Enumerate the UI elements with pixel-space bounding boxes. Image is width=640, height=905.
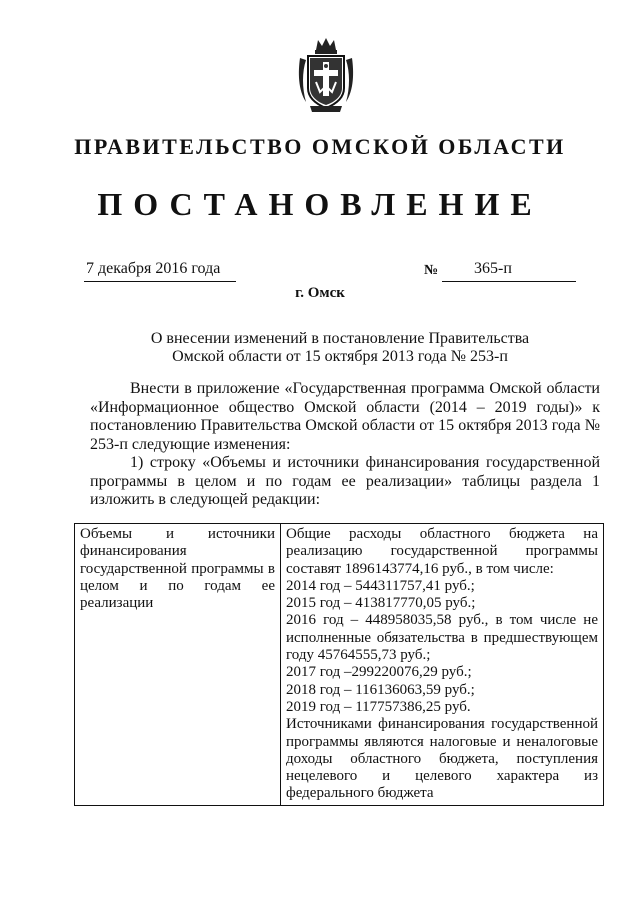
date-underline — [84, 281, 236, 282]
body-paragraph-2: 1) строку «Объемы и источники финансирования государственной программы в целом и по годам ее реализации» таблицы раздела 1 изложить в следующей редакции: — [90, 454, 600, 508]
document-subject — [150, 330, 530, 366]
financing-year-2016: 2016 год – 448958035,58 руб., в том числе не исполненные обязательства в предшествующем году 45764555,73 руб.; — [286, 612, 598, 664]
document-type-title: ПОСТАНОВЛЕНИЕ — [97, 186, 543, 222]
organization-title: ПРАВИТЕЛЬСТВО ОМСКОЙ ОБЛАСТИ — [74, 134, 566, 159]
document-number: 365-п — [474, 260, 512, 277]
document-number-label: № — [424, 263, 439, 278]
document-body — [90, 380, 600, 510]
number-underline — [442, 281, 576, 282]
subject-line-1: О внесении изменений в постановление Правительства — [150, 330, 530, 347]
financing-year-2017: 2017 год –299220076,29 руб.; — [286, 664, 472, 681]
document-city: г. Омск — [295, 285, 345, 301]
financing-intro: Общие расходы областного бюджета на реализацию государственной программы составят 1896143774,16 руб., в том числе: — [286, 526, 598, 577]
financing-year-2019: 2019 год – 117757386,25 руб. — [286, 698, 471, 715]
financing-table — [74, 523, 604, 806]
table-row — [75, 524, 604, 806]
subject-line-2: Омской области от 15 октября 2013 года № 253-п — [172, 348, 508, 365]
financing-year-2015: 2015 год – 413817770,05 руб.; — [286, 595, 476, 612]
body-paragraph-1: Внести в приложение «Государственная программа Омской области «Информационное общество Омской области (2014 – 2019 годы)» к постановлению Правительства Омской области от 15 октября 2013 года № 253-п следующие изменения: — [90, 380, 600, 453]
financing-row-content — [281, 524, 604, 806]
financing-year-2018: 2018 год – 116136063,59 руб.; — [286, 681, 475, 698]
omsk-oblast-coat-of-arms-icon — [296, 36, 356, 114]
financing-sources: Источниками финансирования государственной программы являются налоговые и неналоговые доходы областного бюджета, поступления нецелевого и целевого характера из федерального бюджета — [286, 716, 598, 802]
financing-year-2014: 2014 год – 544311757,41 руб.; — [286, 577, 475, 594]
document-date: 7 декабря 2016 года — [86, 260, 221, 277]
financing-row-heading: Объемы и источники финансирования государственной программы в целом и по годам ее реализации — [75, 524, 281, 806]
